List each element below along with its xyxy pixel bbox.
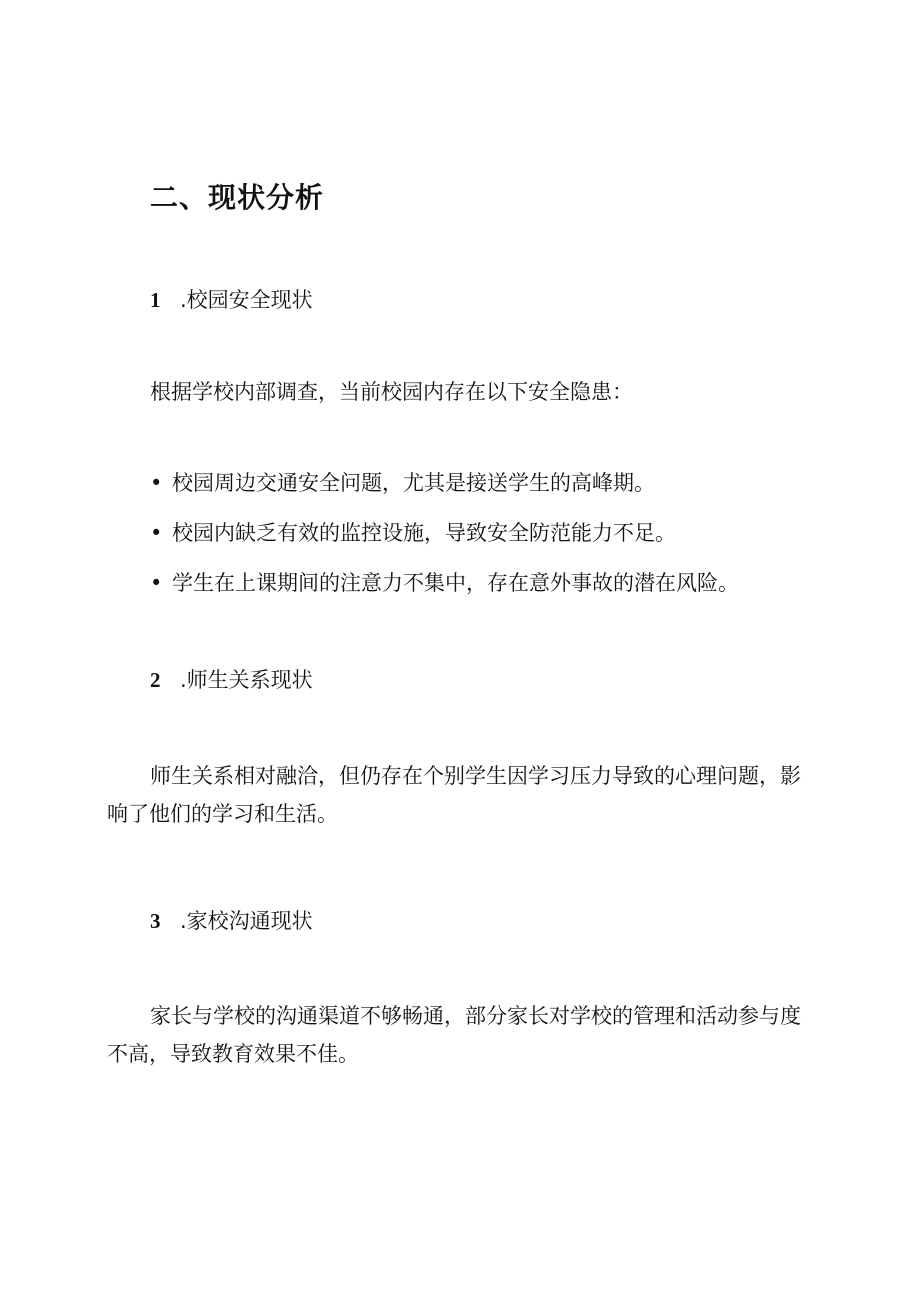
bullet-icon: •	[150, 471, 163, 495]
hazard-list	[150, 466, 739, 616]
subsection-label: .家校沟通现状	[180, 909, 313, 933]
section-heading: 二、现状分析	[150, 181, 325, 214]
list-item-text: 校园内缺乏有效的监控设施，导致安全防范能力不足。	[172, 521, 676, 545]
subsection-label: .师生关系现状	[180, 668, 313, 692]
list-item-text: 学生在上课期间的注意力不集中，存在意外事故的潜在风险。	[172, 571, 739, 595]
subsection-number: 1	[150, 288, 161, 312]
bullet-icon: •	[150, 521, 163, 545]
subsection-title-3	[150, 904, 313, 938]
subsection-title-1	[150, 283, 313, 317]
body-paragraph: 家长与学校的沟通渠道不够畅通，部分家长对学校的管理和活动参与度不高，导致教育效果不佳。	[107, 1004, 801, 1066]
body-paragraph: 师生关系相对融洽，但仍存在个别学生因学习压力导致的心理问题，影响了他们的学习和生活。	[107, 764, 801, 826]
list-item-text: 校园周边交通安全问题，尤其是接送学生的高峰期。	[172, 471, 655, 495]
list-item	[150, 516, 739, 566]
list-item	[150, 466, 739, 516]
subsection-number: 2	[150, 668, 161, 692]
subsection-number: 3	[150, 909, 161, 933]
bullet-icon: •	[150, 571, 163, 595]
list-item	[150, 566, 739, 616]
subsection-label: .校园安全现状	[180, 288, 313, 312]
subsection-title-2	[150, 663, 313, 697]
intro-paragraph: 根据学校内部调查，当前校园内存在以下安全隐患：	[150, 380, 633, 404]
